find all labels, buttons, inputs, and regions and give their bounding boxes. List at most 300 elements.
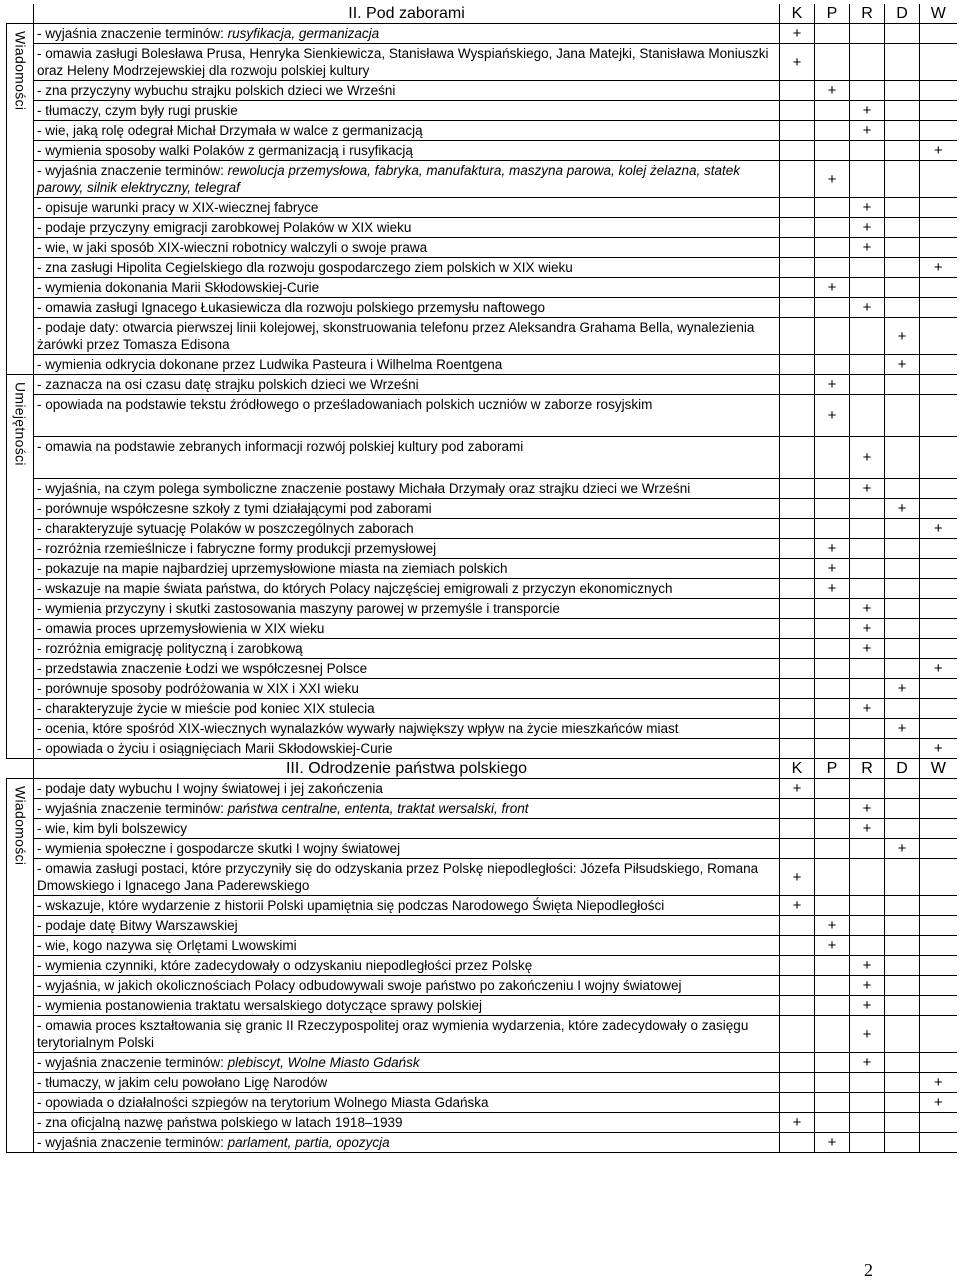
requirement-phrase: - wymienia odkrycia dokonane przez Ludwika Pasteura i Wilhelma Roentgena (37, 357, 503, 372)
grade-cell-r (850, 499, 885, 519)
grade-cell-p: + (815, 161, 850, 198)
requirement-text (34, 519, 780, 539)
grade-cell-p (815, 976, 850, 996)
grade-cell-k (780, 1073, 815, 1093)
requirement-phrase: - wymienia czynniki, które zadecydowały o odzyskaniu niepodległości przez Polskę (37, 958, 533, 973)
grade-cell-k (780, 956, 815, 976)
requirement-phrase: - opowiada o działalności szpiegów na terytorium Wolnego Miasta Gdańska (37, 1095, 489, 1110)
requirement-phrase: - omawia zasługi Ignacego Łukasiewicza dla rozwoju polskiego przemysłu naftowego (37, 300, 546, 315)
grade-cell-d (885, 121, 920, 141)
requirement-row (7, 238, 957, 258)
grade-cell-w (920, 639, 957, 659)
grade-cell-w (920, 916, 957, 936)
grade-cell-w (920, 1133, 957, 1153)
grade-cell-d (885, 799, 920, 819)
requirement-text (34, 559, 780, 579)
section-title: II. Pod zaborami (34, 4, 780, 24)
grade-cell-k (780, 699, 815, 719)
requirement-phrase: - omawia zasługi Bolesława Prusa, Henryka Sienkiewicza, Stanisława Wyspiańskiego, Jana Matejki, Stanisława Moniuszki oraz Heleny Modrzejewskiej dla rozwoju polskiej kultury (37, 46, 769, 78)
grade-cell-p (815, 659, 850, 679)
requirement-row (7, 699, 957, 719)
grade-cell-d (885, 559, 920, 579)
grade-cell-r: + (850, 101, 885, 121)
grade-cell-d (885, 161, 920, 198)
term-list: rusyfikacja, germanizacja (227, 26, 380, 41)
grade-cell-p (815, 298, 850, 318)
grade-cell-d (885, 639, 920, 659)
grade-cell-r (850, 318, 885, 355)
grade-cell-r: + (850, 121, 885, 141)
grade-cell-r (850, 1113, 885, 1133)
grade-cell-r: + (850, 639, 885, 659)
requirement-text (34, 437, 780, 479)
grade-cell-p (815, 819, 850, 839)
grade-cell-w (920, 779, 957, 799)
grade-cell-d (885, 539, 920, 559)
grade-cell-r (850, 859, 885, 896)
grade-cell-k (780, 161, 815, 198)
requirement-text (34, 1093, 780, 1113)
grade-cell-r (850, 559, 885, 579)
requirement-row (7, 375, 957, 395)
grade-cell-d (885, 916, 920, 936)
grade-cell-p (815, 258, 850, 278)
grade-cell-k (780, 839, 815, 859)
requirement-text (34, 44, 780, 81)
grade-cell-r: + (850, 976, 885, 996)
grade-cell-p (815, 639, 850, 659)
term-list: plebiscyt, Wolne Miasto Gdańsk (227, 1055, 420, 1070)
requirement-phrase: - zna zasługi Hipolita Cegielskiego dla rozwoju gospodarczego ziem polskich w XIX wieku (37, 260, 573, 275)
grade-cell-p (815, 1073, 850, 1093)
requirement-text (34, 619, 780, 639)
grade-cell-p: + (815, 936, 850, 956)
grade-cell-w (920, 318, 957, 355)
grade-cell-p (815, 956, 850, 976)
grade-cell-r (850, 258, 885, 278)
grade-cell-d (885, 101, 920, 121)
requirement-phrase: - porównuje współczesne szkoły z tymi działającymi pod zaborami (37, 501, 432, 516)
requirement-row (7, 141, 957, 161)
grade-cell-w (920, 161, 957, 198)
requirement-text (34, 258, 780, 278)
grade-cell-w (920, 976, 957, 996)
requirement-text (34, 1133, 780, 1153)
grade-cell-w: + (920, 739, 957, 759)
requirement-phrase: - wymienia przyczyny i skutki zastosowania maszyny parowej w przemyśle i transporcie (37, 601, 560, 616)
grade-cell-k: + (780, 859, 815, 896)
grade-cell-p (815, 24, 850, 44)
requirement-phrase: - zna oficjalną nazwę państwa polskiego w latach 1918–1939 (37, 1115, 403, 1130)
grade-cell-k (780, 437, 815, 479)
grade-cell-w (920, 499, 957, 519)
grade-cell-w (920, 679, 957, 699)
requirement-row (7, 121, 957, 141)
grade-cell-p (815, 479, 850, 499)
requirement-row (7, 639, 957, 659)
grade-cell-d: + (885, 839, 920, 859)
page-number: 2 (864, 1260, 873, 1280)
requirement-row (7, 936, 957, 956)
group-side-cell (7, 24, 34, 375)
grade-cell-r (850, 659, 885, 679)
requirement-row (7, 1053, 957, 1073)
requirement-text (34, 395, 780, 437)
grade-cell-d (885, 258, 920, 278)
requirement-row (7, 298, 957, 318)
grade-cell-p (815, 679, 850, 699)
grade-cell-p (815, 1053, 850, 1073)
grade-cell-k (780, 375, 815, 395)
requirement-phrase: - charakteryzuje życie w mieście pod koniec XIX stulecia (37, 701, 375, 716)
grade-cell-p (815, 1093, 850, 1113)
grade-cell-r: + (850, 238, 885, 258)
requirement-row (7, 479, 957, 499)
grade-cell-k (780, 479, 815, 499)
requirement-row (7, 198, 957, 218)
requirement-phrase: - omawia na podstawie zebranych informacji rozwój polskiej kultury pod zaborami (37, 439, 524, 454)
requirement-phrase: - tłumaczy, czym były rugi pruskie (37, 103, 238, 118)
grade-cell-r (850, 161, 885, 198)
grade-cell-k (780, 819, 815, 839)
grade-cell-r (850, 839, 885, 859)
grade-cell-w: + (920, 519, 957, 539)
requirement-phrase: - wyjaśnia znaczenie terminów: (37, 26, 228, 41)
requirement-row (7, 859, 957, 896)
grade-cell-k (780, 1016, 815, 1053)
grade-cell-d (885, 1113, 920, 1133)
requirement-phrase: - wie, kim byli bolszewicy (37, 821, 188, 836)
requirement-row (7, 499, 957, 519)
requirement-text (34, 278, 780, 298)
requirement-row (7, 559, 957, 579)
requirement-text (34, 1073, 780, 1093)
grade-cell-r (850, 1073, 885, 1093)
grade-cell-w (920, 1053, 957, 1073)
requirement-phrase: - rozróżnia rzemieślnicze i fabryczne formy produkcji przemysłowej (37, 541, 437, 556)
grade-cell-d (885, 579, 920, 599)
requirement-phrase: - podaje daty wybuchu I wojny światowej i jej zakończenia (37, 781, 383, 796)
grade-cell-w (920, 479, 957, 499)
grade-cell-p (815, 799, 850, 819)
grade-cell-r (850, 355, 885, 375)
grade-cell-p: + (815, 559, 850, 579)
grade-cell-k (780, 198, 815, 218)
grade-cell-k: + (780, 896, 815, 916)
grade-cell-k (780, 579, 815, 599)
requirement-row (7, 218, 957, 238)
grade-cell-d (885, 375, 920, 395)
requirement-row (7, 619, 957, 639)
requirement-text (34, 298, 780, 318)
group-side-cell (7, 779, 34, 1153)
term-list: parlament, partia, opozycja (227, 1135, 390, 1150)
requirement-row (7, 1093, 957, 1113)
requirement-text (34, 238, 780, 258)
grade-cell-k (780, 659, 815, 679)
grade-cell-w (920, 121, 957, 141)
grade-cell-w (920, 198, 957, 218)
requirement-text (34, 1053, 780, 1073)
requirement-row (7, 839, 957, 859)
grade-cell-k (780, 679, 815, 699)
grade-cell-k (780, 976, 815, 996)
requirement-phrase: - charakteryzuje sytuację Polaków w poszczególnych zaborach (37, 521, 414, 536)
requirement-text (34, 996, 780, 1016)
requirement-text (34, 121, 780, 141)
requirement-row (7, 437, 957, 479)
requirement-text (34, 141, 780, 161)
grade-cell-d (885, 141, 920, 161)
requirement-text (34, 799, 780, 819)
requirement-text (34, 699, 780, 719)
grade-cell-w (920, 619, 957, 639)
grade-cell-p (815, 519, 850, 539)
grade-cell-w (920, 278, 957, 298)
grade-header-k: K (780, 759, 815, 779)
grade-cell-p (815, 121, 850, 141)
requirement-row (7, 679, 957, 699)
grade-header-p: P (815, 759, 850, 779)
grade-cell-d (885, 936, 920, 956)
grade-cell-k: + (780, 779, 815, 799)
requirement-phrase: - wyjaśnia, w jakich okolicznościach Polacy odbudowywali swoje państwo po zakończeniu I wojny światowej (37, 978, 682, 993)
grade-cell-p: + (815, 1133, 850, 1153)
grade-cell-r (850, 896, 885, 916)
grade-cell-p (815, 238, 850, 258)
grade-cell-p: + (815, 579, 850, 599)
grade-cell-d (885, 896, 920, 916)
grade-cell-w (920, 719, 957, 739)
requirement-phrase: - wskazuje, które wydarzenie z historii Polski upamiętnia się podczas Narodowego Święta Niepodległości (37, 898, 665, 913)
grade-cell-p (815, 44, 850, 81)
grade-cell-p (815, 779, 850, 799)
requirement-text (34, 599, 780, 619)
grade-cell-r (850, 375, 885, 395)
grade-cell-k (780, 539, 815, 559)
requirement-text (34, 1016, 780, 1053)
requirement-row (7, 659, 957, 679)
grade-cell-r (850, 579, 885, 599)
requirement-row (7, 896, 957, 916)
grade-cell-r (850, 141, 885, 161)
grade-cell-p: + (815, 916, 850, 936)
requirement-phrase: - opowiada na podstawie tekstu źródłowego o prześladowaniach polskich uczniów w zaborze rosyjskim (37, 397, 653, 412)
requirement-row (7, 395, 957, 437)
requirement-row (7, 719, 957, 739)
grade-cell-k (780, 739, 815, 759)
grade-cell-w (920, 101, 957, 121)
grade-cell-r: + (850, 799, 885, 819)
requirement-phrase: - podaje przyczyny emigracji zarobkowej Polaków w XIX wieku (37, 220, 412, 235)
grade-cell-r (850, 278, 885, 298)
requirement-text (34, 779, 780, 799)
grade-cell-k (780, 936, 815, 956)
requirement-phrase: - wyjaśnia, na czym polega symboliczne znaczenie postawy Michała Drzymały oraz strajku dzieci we Wrześni (37, 481, 691, 496)
grade-cell-w (920, 936, 957, 956)
requirement-phrase: - wyjaśnia znaczenie terminów: (37, 1135, 228, 1150)
grade-cell-w (920, 1113, 957, 1133)
section-header-row (7, 4, 957, 24)
grade-cell-d (885, 699, 920, 719)
grade-cell-p (815, 699, 850, 719)
grade-cell-w: + (920, 258, 957, 278)
requirement-row (7, 355, 957, 375)
grade-cell-r (850, 936, 885, 956)
requirement-phrase: - omawia proces uprzemysłowienia w XIX wieku (37, 621, 325, 636)
requirement-text (34, 1113, 780, 1133)
requirement-text (34, 218, 780, 238)
grade-cell-p (815, 355, 850, 375)
requirement-text (34, 739, 780, 759)
document-page (6, 4, 956, 1280)
requirement-phrase: - tłumaczy, w jakim celu powołano Ligę Narodów (37, 1075, 328, 1090)
requirement-phrase: - wymienia sposoby walki Polaków z germanizacją i rusyfikacją (37, 143, 413, 158)
requirement-text (34, 539, 780, 559)
grade-cell-p (815, 619, 850, 639)
grade-cell-r: + (850, 479, 885, 499)
requirement-text (34, 318, 780, 355)
requirement-row (7, 278, 957, 298)
grade-cell-r (850, 719, 885, 739)
requirement-row (7, 1016, 957, 1053)
requirement-row (7, 1133, 957, 1153)
grade-cell-r: + (850, 699, 885, 719)
grade-cell-k (780, 559, 815, 579)
grade-cell-r: + (850, 599, 885, 619)
requirement-row (7, 956, 957, 976)
requirement-text (34, 719, 780, 739)
grade-cell-p (815, 896, 850, 916)
grade-cell-k (780, 81, 815, 101)
requirement-text (34, 355, 780, 375)
grade-cell-p: + (815, 539, 850, 559)
requirement-phrase: - pokazuje na mapie najbardziej uprzemysłowione miasta na ziemiach polskich (37, 561, 508, 576)
requirement-row (7, 916, 957, 936)
grade-cell-r: + (850, 1053, 885, 1073)
grade-header-d: D (885, 4, 920, 24)
grade-cell-d: + (885, 679, 920, 699)
grade-cell-r: + (850, 218, 885, 238)
requirement-text (34, 24, 780, 44)
grade-header-r: R (850, 4, 885, 24)
requirement-row (7, 779, 957, 799)
requirement-text (34, 659, 780, 679)
grade-cell-w (920, 839, 957, 859)
grade-cell-p (815, 437, 850, 479)
grade-cell-r (850, 916, 885, 936)
grade-cell-w (920, 819, 957, 839)
grade-cell-w (920, 44, 957, 81)
requirement-text (34, 859, 780, 896)
grade-header-k: K (780, 4, 815, 24)
grade-cell-r: + (850, 1016, 885, 1053)
requirements-table (6, 4, 957, 1153)
grade-cell-w (920, 218, 957, 238)
requirement-row (7, 579, 957, 599)
grade-cell-d (885, 44, 920, 81)
requirement-phrase: - opisuje warunki pracy w XIX-wiecznej fabryce (37, 200, 319, 215)
grade-cell-r (850, 1093, 885, 1113)
grade-cell-r (850, 779, 885, 799)
grade-cell-w (920, 395, 957, 437)
grade-cell-k (780, 1133, 815, 1153)
grade-cell-r: + (850, 298, 885, 318)
grade-cell-k (780, 996, 815, 1016)
grade-cell-d (885, 659, 920, 679)
grade-cell-r: + (850, 819, 885, 839)
grade-cell-k (780, 1093, 815, 1113)
grade-cell-w (920, 996, 957, 1016)
requirement-phrase: - opowiada o życiu i osiągnięciach Marii Skłodowskiej-Curie (37, 741, 393, 756)
requirement-phrase: - porównuje sposoby podróżowania w XIX i XXI wieku (37, 681, 359, 696)
grade-cell-p (815, 719, 850, 739)
grade-cell-r: + (850, 619, 885, 639)
grade-cell-d (885, 739, 920, 759)
grade-cell-p (815, 141, 850, 161)
section-title: III. Odrodzenie państwa polskiego (34, 759, 780, 779)
requirement-text (34, 579, 780, 599)
grade-cell-k: + (780, 44, 815, 81)
requirement-phrase: - omawia zasługi postaci, które przyczyniły się do odzyskania przez Polskę niepodległości: Józefa Piłsudskiego, Romana Dmowskiego i Ignacego Jana Paderewskiego (37, 861, 759, 893)
grade-cell-r (850, 1133, 885, 1153)
requirement-text (34, 101, 780, 121)
grade-cell-k (780, 719, 815, 739)
grade-cell-w (920, 956, 957, 976)
requirement-phrase: - wyjaśnia znaczenie terminów: (37, 1055, 228, 1070)
grade-cell-r: + (850, 956, 885, 976)
grade-cell-r (850, 44, 885, 81)
grade-cell-p (815, 739, 850, 759)
grade-cell-d (885, 1053, 920, 1073)
grade-cell-k (780, 619, 815, 639)
term-list: rewolucja przemysłowa, fabryka, manufaktura, maszyna parowa, kolej żelazna, statek parowy, silnik elektryczny, telegraf (37, 163, 741, 195)
requirement-row (7, 519, 957, 539)
grade-cell-d (885, 519, 920, 539)
grade-cell-d (885, 599, 920, 619)
grade-cell-w: + (920, 1073, 957, 1093)
grade-cell-d (885, 298, 920, 318)
grade-header-d: D (885, 759, 920, 779)
grade-cell-d (885, 198, 920, 218)
requirement-text (34, 819, 780, 839)
grade-cell-k (780, 258, 815, 278)
requirement-phrase: - wymienia postanowienia traktatu wersalskiego dotyczące sprawy polskiej (37, 998, 482, 1013)
requirement-text (34, 81, 780, 101)
grade-cell-k (780, 121, 815, 141)
grade-cell-p (815, 859, 850, 896)
grade-cell-d: + (885, 499, 920, 519)
requirement-text (34, 375, 780, 395)
grade-cell-r (850, 679, 885, 699)
requirement-text (34, 976, 780, 996)
grade-cell-k: + (780, 24, 815, 44)
grade-cell-d (885, 819, 920, 839)
grade-cell-k (780, 799, 815, 819)
grade-cell-d (885, 479, 920, 499)
grade-cell-k (780, 101, 815, 121)
grade-cell-w: + (920, 1093, 957, 1113)
requirement-text (34, 936, 780, 956)
grade-header-w: W (920, 4, 957, 24)
grade-cell-w (920, 1016, 957, 1053)
grade-cell-d (885, 278, 920, 298)
grade-cell-w (920, 355, 957, 375)
requirement-row (7, 101, 957, 121)
grade-cell-w (920, 298, 957, 318)
grade-cell-d (885, 218, 920, 238)
requirement-row (7, 976, 957, 996)
